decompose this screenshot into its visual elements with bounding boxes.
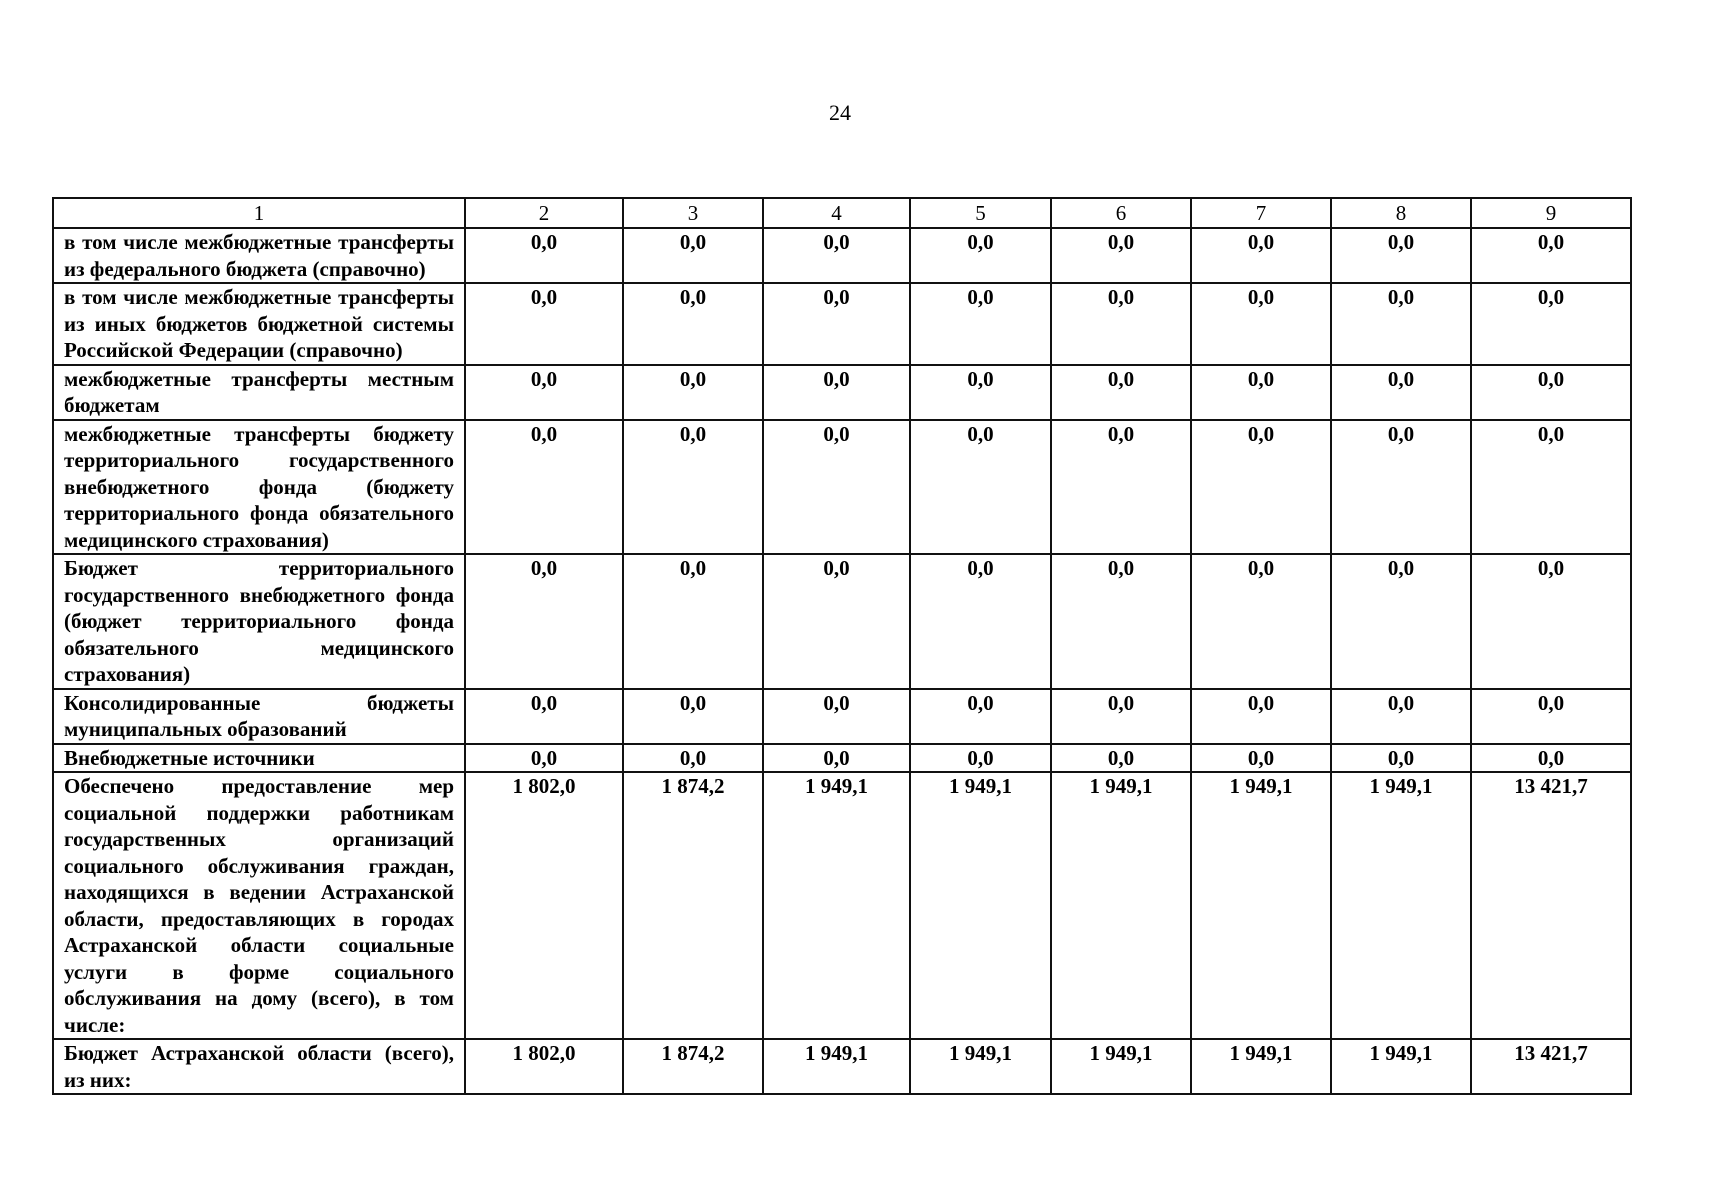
column-header-3: 3 [623,198,763,228]
cell-value: 0,0 [763,744,910,773]
cell-value: 0,0 [465,283,623,365]
cell-value: 0,0 [1051,689,1191,744]
cell-value: 0,0 [465,420,623,555]
table-row [53,283,1631,365]
budget-table [52,197,1632,1095]
table-row [53,772,1631,1039]
cell-value: 0,0 [763,554,910,689]
cell-value: 0,0 [1331,554,1471,689]
cell-value: 0,0 [763,420,910,555]
row-label: Обеспечено предоставление мер социальной поддержки работникам государственных организаций социального обслуживания граждан, находящихся в ведении Астраханской области, предоставляющих в городах Астраханской области социальные услуги в форме социального обслуживания на дому (всего), в том числе: [53,772,465,1039]
cell-value: 0,0 [910,228,1051,283]
cell-value: 0,0 [623,228,763,283]
row-label: межбюджетные трансферты местным бюджетам [53,365,465,420]
cell-value: 0,0 [763,365,910,420]
cell-value: 0,0 [910,554,1051,689]
cell-value: 0,0 [1471,420,1631,555]
cell-value: 0,0 [623,689,763,744]
table-row [53,365,1631,420]
cell-value: 0,0 [1471,365,1631,420]
cell-value: 1 949,1 [910,772,1051,1039]
cell-value: 0,0 [1051,554,1191,689]
cell-value: 0,0 [1051,283,1191,365]
cell-value: 1 949,1 [910,1039,1051,1094]
cell-value: 0,0 [1191,744,1331,773]
cell-value: 0,0 [1331,283,1471,365]
cell-value: 0,0 [910,283,1051,365]
table-row [53,420,1631,555]
table-row [53,689,1631,744]
cell-value: 1 874,2 [623,772,763,1039]
cell-value: 0,0 [910,744,1051,773]
cell-value: 0,0 [465,228,623,283]
row-label: межбюджетные трансферты бюджету территориального государственного внебюджетного фонда (бюджету территориального фонда обязательного медицинского страхования) [53,420,465,555]
cell-value: 0,0 [465,744,623,773]
table-row [53,228,1631,283]
cell-value: 0,0 [623,365,763,420]
row-label: Внебюджетные источники [53,744,465,773]
row-label: Бюджет Астраханской области (всего), из них: [53,1039,465,1094]
cell-value: 1 949,1 [1191,1039,1331,1094]
cell-value: 13 421,7 [1471,772,1631,1039]
cell-value: 0,0 [1471,283,1631,365]
cell-value: 1 874,2 [623,1039,763,1094]
column-header-4: 4 [763,198,910,228]
cell-value: 0,0 [1471,228,1631,283]
cell-value: 0,0 [1191,420,1331,555]
cell-value: 1 949,1 [1051,772,1191,1039]
table-row [53,744,1631,773]
cell-value: 0,0 [910,365,1051,420]
cell-value: 0,0 [1051,744,1191,773]
header-row [53,198,1631,228]
page-number: 24 [829,100,851,125]
cell-value: 0,0 [623,420,763,555]
cell-value: 0,0 [1191,689,1331,744]
cell-value: 0,0 [1331,689,1471,744]
cell-value: 0,0 [1191,228,1331,283]
cell-value: 1 949,1 [1331,772,1471,1039]
cell-value: 1 949,1 [1331,1039,1471,1094]
cell-value: 1 949,1 [1191,772,1331,1039]
cell-value: 1 949,1 [763,1039,910,1094]
column-header-2: 2 [465,198,623,228]
column-header-9: 9 [1471,198,1631,228]
cell-value: 0,0 [465,365,623,420]
cell-value: 0,0 [623,744,763,773]
cell-value: 0,0 [1471,744,1631,773]
cell-value: 1 802,0 [465,1039,623,1094]
cell-value: 0,0 [623,554,763,689]
table-row [53,1039,1631,1094]
column-header-1: 1 [53,198,465,228]
cell-value: 0,0 [1051,228,1191,283]
cell-value: 0,0 [1051,365,1191,420]
cell-value: 1 949,1 [763,772,910,1039]
cell-value: 0,0 [1471,554,1631,689]
row-label: Бюджет территориального государственного внебюджетного фонда (бюджет территориального фонда обязательного медицинского страхования) [53,554,465,689]
cell-value: 0,0 [1331,420,1471,555]
cell-value: 0,0 [763,689,910,744]
cell-value: 0,0 [1191,554,1331,689]
cell-value: 0,0 [763,283,910,365]
cell-value: 1 802,0 [465,772,623,1039]
cell-value: 0,0 [465,554,623,689]
column-header-5: 5 [910,198,1051,228]
cell-value: 0,0 [1051,420,1191,555]
cell-value: 0,0 [1191,365,1331,420]
cell-value: 0,0 [763,228,910,283]
row-label: Консолидированные бюджеты муниципальных образований [53,689,465,744]
column-header-6: 6 [1051,198,1191,228]
cell-value: 0,0 [1331,365,1471,420]
cell-value: 0,0 [910,689,1051,744]
cell-value: 0,0 [1331,228,1471,283]
row-label: в том числе межбюджетные трансферты из федерального бюджета (справочно) [53,228,465,283]
cell-value: 0,0 [1191,283,1331,365]
cell-value: 0,0 [1331,744,1471,773]
cell-value: 0,0 [465,689,623,744]
table-row [53,554,1631,689]
column-header-7: 7 [1191,198,1331,228]
cell-value: 1 949,1 [1051,1039,1191,1094]
cell-value: 0,0 [623,283,763,365]
cell-value: 13 421,7 [1471,1039,1631,1094]
row-label: в том числе межбюджетные трансферты из иных бюджетов бюджетной системы Российской Федерации (справочно) [53,283,465,365]
column-header-8: 8 [1331,198,1471,228]
cell-value: 0,0 [910,420,1051,555]
cell-value: 0,0 [1471,689,1631,744]
